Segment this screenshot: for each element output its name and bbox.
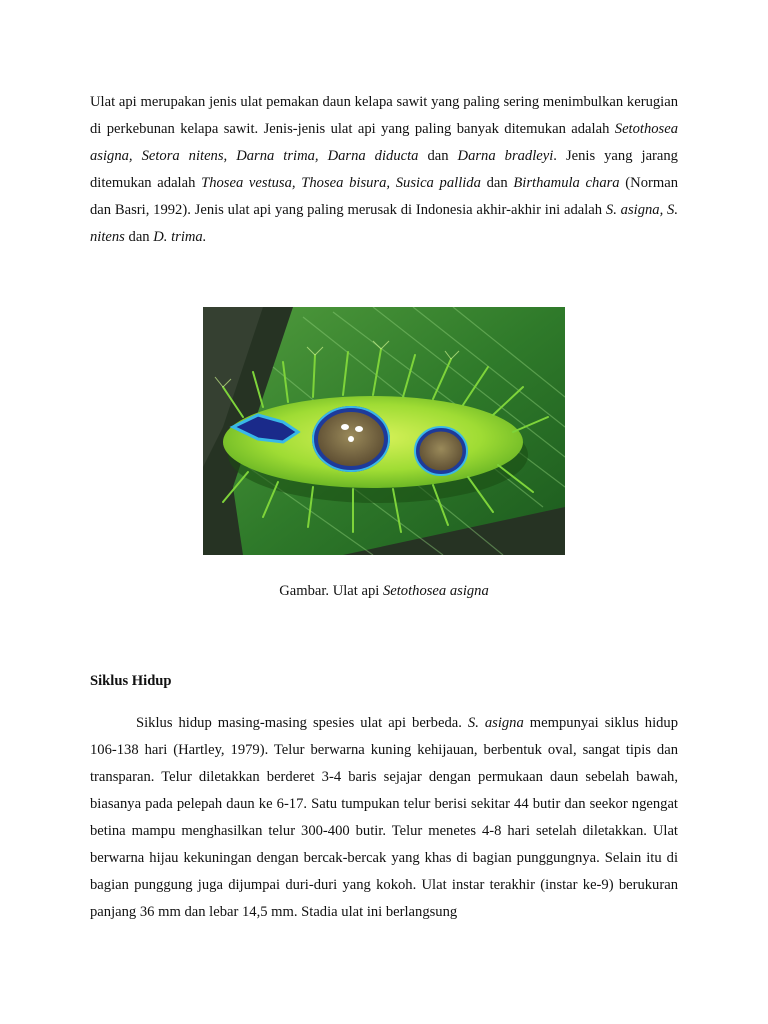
figure-caption [0,580,768,602]
italic-text-run: Darna bradleyi [457,148,554,164]
text-run: Siklus hidup masing-masing spesies ulat api berbeda. [136,715,468,731]
caterpillar-illustration [203,307,565,555]
text-run: Ulat api merupakan jenis ulat pemakan daun kelapa sawit yang paling sering menimbulkan kerugian di perkebunan kelapa sawit. Jenis-jenis ulat api yang paling banyak ditemukan adalah [90,94,678,137]
italic-text-run: S. asigna, S. nitens [90,202,678,245]
text-run: dan [480,175,514,191]
italic-text-run: S. asigna [467,715,524,731]
italic-text-run: Setothosea asigna, Setora nitens, Darna trima, Darna diducta [90,121,678,164]
text-run: (Norman dan Basri, 1992). Jenis ulat api yang paling merusak di Indonesia akhir-akhir ini adalah [90,175,678,218]
italic-text-run: Thosea vestusa, Thosea bisura, Susica pallida [201,175,481,191]
section-heading: Siklus Hidup [90,673,172,689]
caption-prefix: Gambar. Ulat api [279,583,383,599]
text-run: . Jenis yang jarang ditemukan adalah [90,148,678,191]
text-run: mempunyai siklus hidup 106-138 hari (Hartley, 1979). Telur berwarna kuning kehijauan, berbentuk oval, sangat tipis dan transparan. Telur diletakkan berderet 3-4 baris sejajar dengan permukaan daun sebelah bawah, biasanya pada pelepah daun ke 6-17. Satu tumpukan telur berisi sekitar 44 butir dan seekor ngengat betina mampu menghasilkan telur 300-400 butir. Telur menetes 4-8 hari setelah diletakkan. Ulat berwarna hijau kekuningan dengan bercak-bercak yang khas di bagian punggungnya. Selain itu di bagian punggung juga dijumpai duri-duri yang kokoh. Ulat instar terakhir (instar ke-9) berukuran panjang 36 mm dan lebar 14,5 mm. Stadia ulat ini berlangsung [90,715,679,920]
intro-paragraph [90,89,678,251]
caption-species: Setothosea asigna [382,583,489,599]
italic-text-run: D. trima. [153,229,207,245]
text-run: dan [124,229,154,245]
italic-text-run: Birthamula chara [513,175,620,191]
life-cycle-paragraph [90,710,678,926]
caterpillar-photo [203,307,565,555]
text-run: dan [418,148,458,164]
